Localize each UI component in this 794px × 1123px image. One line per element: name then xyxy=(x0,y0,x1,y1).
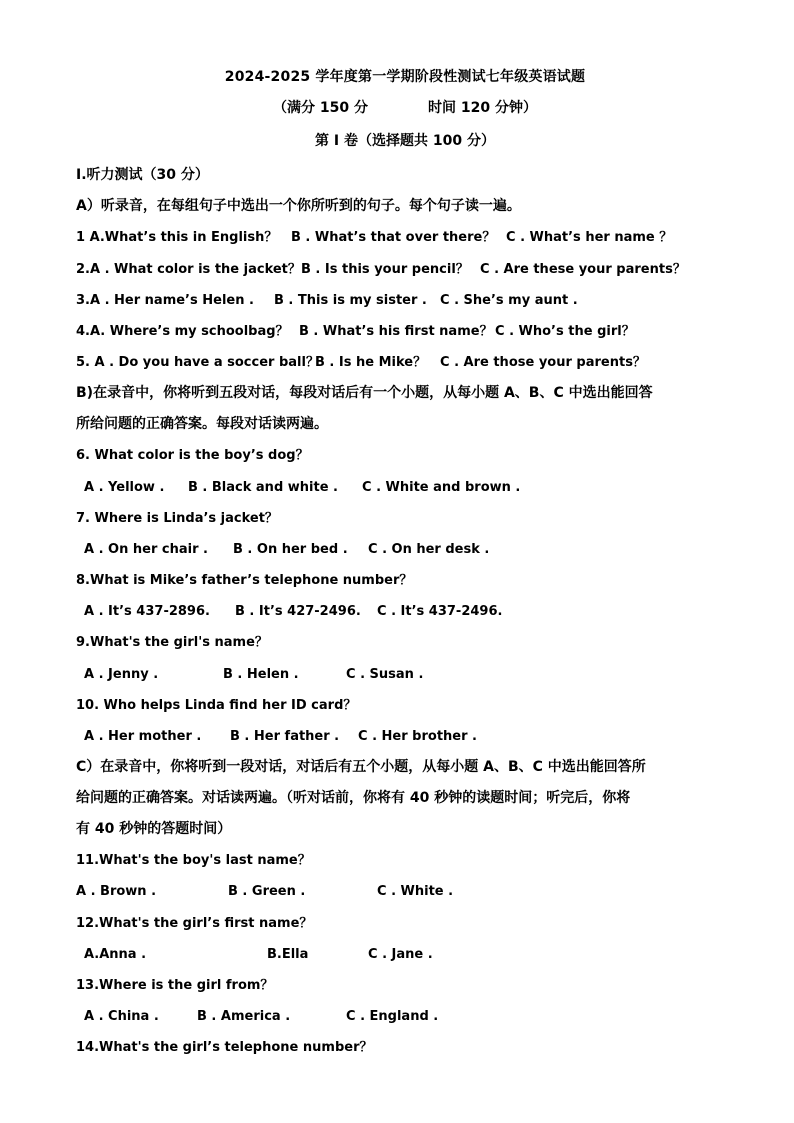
option-c: C . Are those your parents？ xyxy=(440,355,646,371)
option-b: B . Black and white . xyxy=(188,479,338,495)
option-c: C . It’s 437-2496. xyxy=(377,604,503,620)
part-a-instruction: A）听录音，在每组句子中选出一个你所听到的句子。每个句子读一遍。 xyxy=(76,198,521,215)
volume-heading: 第 Ⅰ 卷（选择题共 100 分） xyxy=(315,133,495,149)
question-6: 6. What color is the boy’s dog？ xyxy=(76,448,309,464)
exam-title: 2024-2025 学年度第一学期阶段性测试七年级英语试题 xyxy=(224,69,586,85)
option-c: C . England . xyxy=(346,1009,439,1025)
question-11-options xyxy=(76,876,734,907)
question-9-options xyxy=(76,659,734,690)
option-c: C . Susan . xyxy=(346,666,424,682)
question-5 xyxy=(76,347,734,378)
part-c-instruction-line: C）在录音中，你将听到一段对话，对话后有五个小题，从每小题 A、B、C 中选出能回答所 xyxy=(76,759,646,776)
option-a: A . Yellow . xyxy=(84,479,165,495)
option-a: A . On her chair . xyxy=(84,541,208,557)
question-1 xyxy=(76,222,734,253)
question-3 xyxy=(76,285,734,316)
option-b: B . America . xyxy=(197,1009,291,1025)
option-b: B . Is this your pencil？ xyxy=(301,261,469,277)
option-a: A . Jenny . xyxy=(84,666,159,682)
option-b: B . This is my sister . xyxy=(274,292,427,308)
option-c: C . Her brother . xyxy=(358,729,477,744)
option-a: 1 A.What’s this in English？ xyxy=(76,230,278,246)
question-8: 8.What is Mike’s father’s telephone number？ xyxy=(76,573,413,589)
part-c-instruction xyxy=(76,752,734,845)
exam-time: 时间 120 分钟） xyxy=(428,100,537,116)
option-a: 4.A. Where’s my schoolbag？ xyxy=(76,323,289,339)
option-b: B . Her father . xyxy=(230,729,340,744)
question-11: 11.What's the boy's last name？ xyxy=(76,853,311,869)
option-b: B . On her bed . xyxy=(233,541,348,557)
question-2 xyxy=(76,254,734,285)
option-b: B . Green . xyxy=(228,884,306,900)
part-b-instruction-line: 所给问题的正确答案。每段对话读两遍。 xyxy=(76,416,328,433)
part-b-instruction xyxy=(76,378,734,440)
question-10-options xyxy=(76,721,734,752)
question-13-options xyxy=(76,1001,734,1032)
option-c: C . Jane . xyxy=(368,946,433,962)
option-b: B . It’s 427-2496. xyxy=(235,604,361,620)
part-c-instruction-line: 有 40 秒钟的答题时间） xyxy=(76,821,232,838)
option-b: B . What’s his first name？ xyxy=(299,323,493,339)
exam-subtitle xyxy=(76,94,734,127)
part-b-instruction-line: B)在录音中，你将听到五段对话，每段对话后有一个小题，从每小题 A、B、C 中选出能回答 xyxy=(76,385,653,402)
option-c: C . White and brown . xyxy=(362,479,521,495)
question-12: 12.What's the girl’s first name？ xyxy=(76,915,313,931)
question-10: 10. Who helps Linda find her ID card？ xyxy=(76,697,357,713)
option-a: 3.A . Her name’s Helen . xyxy=(76,292,254,308)
question-7: 7. Where is Linda’s jacket？ xyxy=(76,510,278,526)
question-14: 14.What's the girl’s telephone number？ xyxy=(76,1040,373,1056)
option-c: C . On her desk . xyxy=(368,541,490,557)
question-4 xyxy=(76,316,734,347)
question-13: 13.Where is the girl from？ xyxy=(76,977,274,993)
question-9: 9.What's the girl's name？ xyxy=(76,635,268,651)
option-c: C . Who’s the girl？ xyxy=(495,323,635,339)
option-a: 2.A . What color is the jacket？ xyxy=(76,261,301,277)
option-a: A.Anna . xyxy=(84,946,147,962)
option-a: A . Her mother . xyxy=(84,729,202,744)
option-a: A . Brown . xyxy=(76,884,157,900)
full-score: （满分 150 分 xyxy=(273,100,368,116)
option-b: B . What’s that over there？ xyxy=(291,230,496,246)
part-c-instruction-line: 给问题的正确答案。对话读两遍。（听对话前，你将有 40 秒钟的读题时间；听完后，你将 xyxy=(76,790,631,807)
question-7-options xyxy=(76,534,734,565)
option-c: C . Are these your parents？ xyxy=(480,261,686,277)
option-b: B . Helen . xyxy=(223,666,299,682)
option-b: B . Is he Mike？ xyxy=(315,355,427,371)
question-8-options xyxy=(76,596,734,627)
option-a: A . China . xyxy=(84,1009,159,1025)
option-c: C . She’s my aunt . xyxy=(440,292,578,308)
section-title: Ⅰ.听力测试（30 分） xyxy=(76,167,209,183)
question-12-options xyxy=(76,939,734,970)
option-c: C . What’s her name ？ xyxy=(506,230,673,246)
option-c: C . White . xyxy=(377,884,454,900)
option-a: A . It’s 437-2896. xyxy=(84,604,210,620)
option-a: 5. A . Do you have a soccer ball？ xyxy=(76,355,319,371)
question-6-options xyxy=(76,472,734,503)
option-b: B.Ella xyxy=(267,946,309,962)
